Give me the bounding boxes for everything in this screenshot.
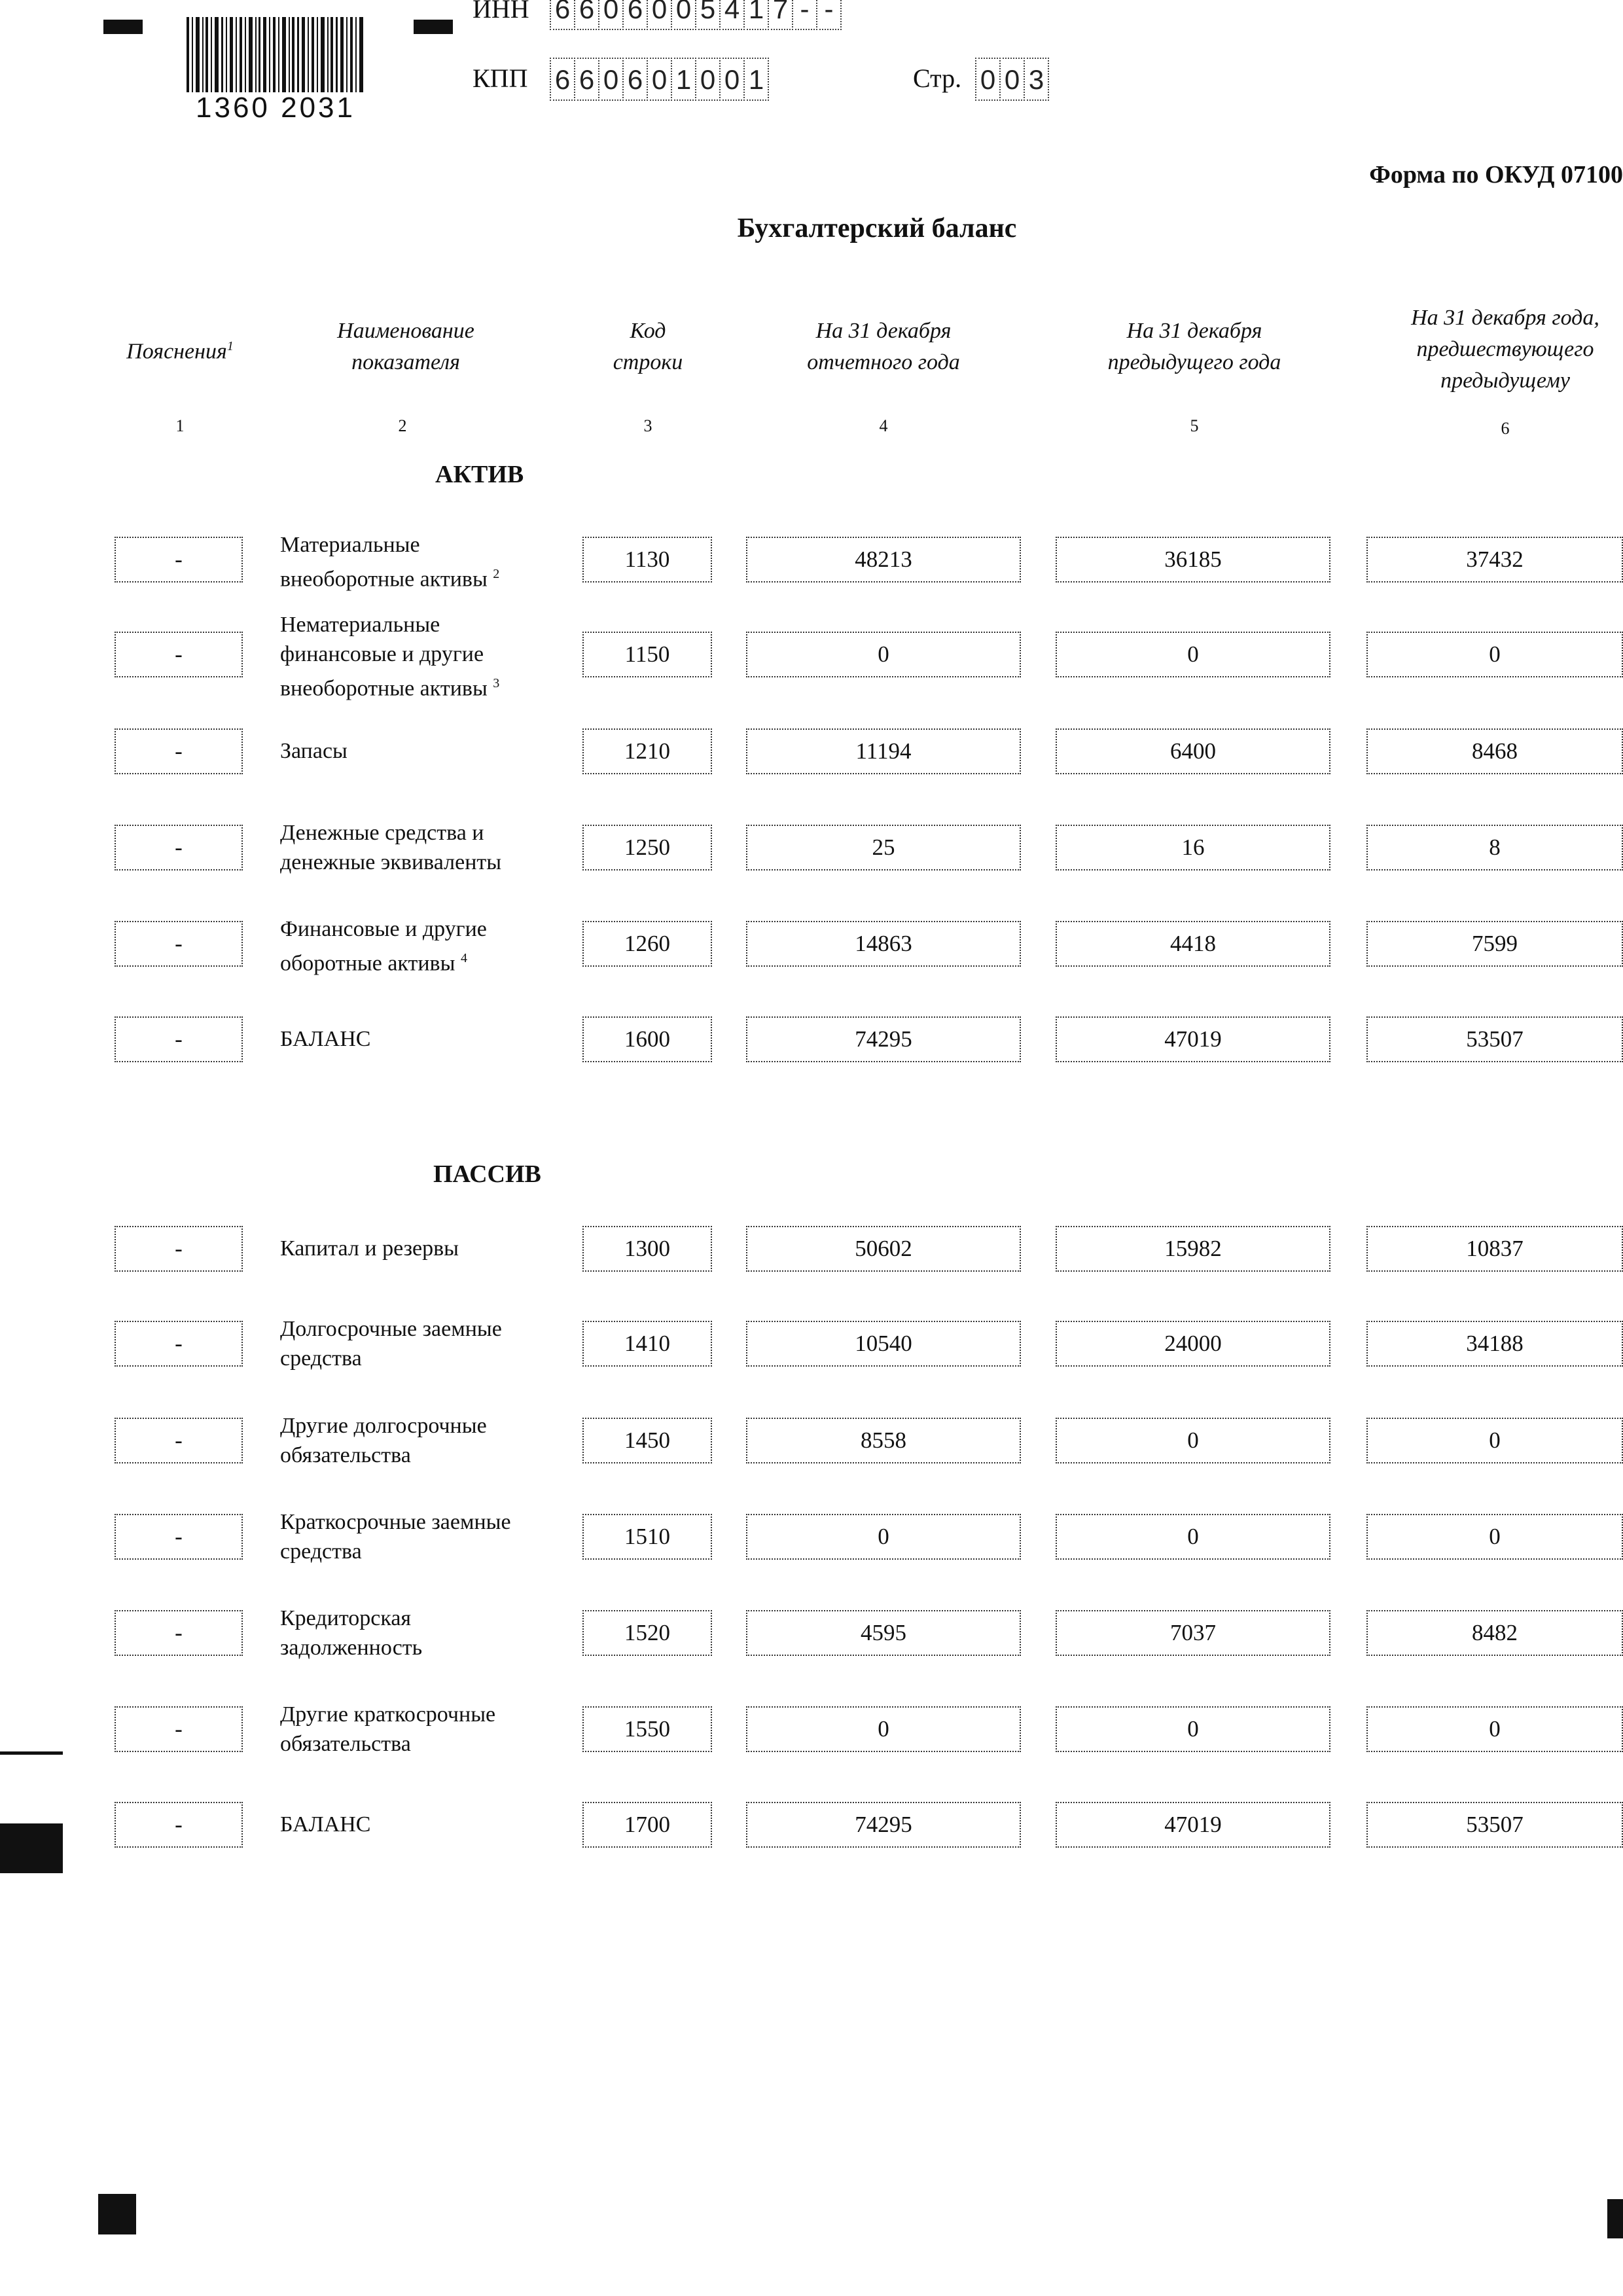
row-name-line — [280, 560, 542, 594]
row-name — [280, 736, 542, 766]
row-name-text: Запасы — [280, 739, 348, 763]
note-cell: - — [115, 1610, 243, 1656]
page-title: Бухгалтерский баланс — [737, 213, 1017, 243]
digit-cell: 0 — [647, 58, 672, 101]
barcode-digits: 1360 2031 — [196, 92, 355, 124]
value-previous-year: 0 — [1056, 632, 1330, 677]
row-name-text: обязательства — [280, 1731, 411, 1756]
row-code: 1150 — [582, 632, 712, 677]
row-name — [280, 914, 542, 978]
page-label: Стр. — [913, 63, 962, 93]
digit-cell: 0 — [719, 58, 745, 101]
row-code: 1260 — [582, 921, 712, 967]
row-name-line — [280, 818, 542, 848]
value-previous-year: 0 — [1056, 1706, 1330, 1752]
row-name-text: обязательства — [280, 1443, 411, 1467]
row-code: 1520 — [582, 1610, 712, 1656]
digit-cell: 0 — [975, 58, 1001, 101]
row-code: 1550 — [582, 1706, 712, 1752]
value-year-before-previous: 0 — [1366, 1706, 1623, 1752]
note-cell: - — [115, 921, 243, 967]
column-number-4: 4 — [879, 416, 888, 435]
digit-cell: 4 — [719, 0, 745, 30]
column-header-4-line2: отчетного года — [807, 350, 960, 374]
value-previous-year: 15982 — [1056, 1226, 1330, 1272]
note-cell: - — [115, 1706, 243, 1752]
row-name — [280, 530, 542, 594]
row-name-line — [280, 610, 542, 639]
digit-cell: 0 — [671, 0, 696, 30]
note-cell: - — [115, 1321, 243, 1367]
inn-cells — [550, 0, 840, 30]
row-name-line — [280, 944, 542, 978]
row-name-line — [280, 1507, 542, 1537]
row-name-line — [280, 1604, 542, 1633]
section-heading-active: АКТИВ — [435, 461, 524, 488]
value-year-before-previous: 8 — [1366, 825, 1623, 870]
footnote-mark: 4 — [460, 950, 467, 965]
row-name-line — [280, 1234, 542, 1263]
value-current-year: 4595 — [746, 1610, 1021, 1656]
row-name-line — [280, 1537, 542, 1566]
section-heading-passive: ПАССИВ — [433, 1160, 541, 1188]
row-name-text: Другие долгосрочные — [280, 1413, 487, 1438]
corner-marker-bottom-left — [98, 2194, 136, 2234]
value-year-before-previous: 53507 — [1366, 1802, 1623, 1848]
column-header-4-line1: На 31 декабря — [815, 319, 952, 343]
row-name-line — [280, 736, 542, 766]
value-current-year: 0 — [746, 632, 1021, 677]
digit-cell: 6 — [574, 58, 599, 101]
value-previous-year: 47019 — [1056, 1802, 1330, 1848]
inn-label: ИНН — [473, 0, 529, 24]
column-number-6: 6 — [1501, 419, 1510, 438]
value-current-year: 25 — [746, 825, 1021, 870]
row-code: 1600 — [582, 1016, 712, 1062]
value-year-before-previous: 10837 — [1366, 1226, 1623, 1272]
corner-marker-top-mid — [414, 20, 453, 34]
digit-cell: 0 — [647, 0, 672, 30]
row-name-line — [280, 1344, 542, 1373]
barcode-image — [185, 17, 366, 99]
kpp-label: КПП — [473, 63, 528, 93]
row-name — [280, 818, 542, 877]
page-cells — [975, 58, 1048, 101]
digit-cell: 7 — [768, 0, 793, 30]
column-header-3 — [576, 315, 720, 378]
note-cell: - — [115, 1802, 243, 1848]
row-name-text: Кредиторская — [280, 1605, 412, 1630]
row-name-text: задолженность — [280, 1635, 423, 1660]
note-cell: - — [115, 728, 243, 774]
digit-cell: 0 — [695, 58, 721, 101]
row-name-line — [280, 1633, 542, 1662]
row-name — [280, 1314, 542, 1373]
row-code: 1210 — [582, 728, 712, 774]
row-name-text: Капитал и резервы — [280, 1236, 459, 1261]
row-name-line — [280, 530, 542, 560]
row-name — [280, 1810, 542, 1839]
row-code: 1510 — [582, 1514, 712, 1560]
value-previous-year: 36185 — [1056, 537, 1330, 583]
column-header-5 — [1063, 315, 1325, 378]
value-current-year: 8558 — [746, 1418, 1021, 1463]
row-name-text: денежные эквиваленты — [280, 850, 502, 874]
row-name-line — [280, 1441, 542, 1470]
row-name-text: Денежные средства и — [280, 820, 484, 845]
row-name-line — [280, 914, 542, 944]
column-header-5-line1: На 31 декабря — [1126, 319, 1262, 343]
digit-cell: 5 — [695, 0, 721, 30]
value-previous-year: 6400 — [1056, 728, 1330, 774]
note-cell: - — [115, 632, 243, 677]
corner-marker-bottom-right — [1607, 2199, 1623, 2238]
value-previous-year: 0 — [1056, 1514, 1330, 1560]
row-name — [280, 1604, 542, 1662]
column-header-6-line1: На 31 декабря года, — [1411, 306, 1599, 330]
note-cell: - — [115, 1226, 243, 1272]
digit-cell: 0 — [598, 58, 624, 101]
row-name — [280, 1700, 542, 1759]
row-name-line — [280, 1411, 542, 1441]
row-name-line — [280, 848, 542, 877]
row-code: 1130 — [582, 537, 712, 583]
row-name — [280, 1234, 542, 1263]
row-name — [280, 1411, 542, 1470]
column-number-2: 2 — [398, 416, 407, 435]
column-header-4 — [753, 315, 1014, 378]
column-header-3-line1: Код — [630, 319, 666, 343]
value-previous-year: 0 — [1056, 1418, 1330, 1463]
row-name-line — [280, 639, 542, 669]
value-current-year: 10540 — [746, 1321, 1021, 1367]
value-current-year: 0 — [746, 1514, 1021, 1560]
column-header-6-line2: предшествующего — [1416, 337, 1594, 361]
value-current-year: 14863 — [746, 921, 1021, 967]
value-year-before-previous: 7599 — [1366, 921, 1623, 967]
row-name-text: Финансовые и другие — [280, 916, 487, 941]
column-header-1-text: Пояснения — [126, 339, 227, 364]
column-header-1 — [92, 331, 268, 367]
column-header-2 — [275, 315, 537, 378]
value-year-before-previous: 0 — [1366, 632, 1623, 677]
row-name-line — [280, 1700, 542, 1729]
row-code: 1300 — [582, 1226, 712, 1272]
row-code: 1700 — [582, 1802, 712, 1848]
value-previous-year: 16 — [1056, 825, 1330, 870]
row-name-text: БАЛАНС — [280, 1027, 371, 1051]
row-code: 1250 — [582, 825, 712, 870]
row-name-line — [280, 1024, 542, 1054]
row-name — [280, 1507, 542, 1566]
column-header-2-line2: показателя — [351, 350, 460, 374]
kpp-cells — [550, 58, 768, 101]
digit-cell: 1 — [671, 58, 696, 101]
row-name-text: оборотные активы — [280, 950, 455, 975]
footnote-mark: 1 — [226, 339, 234, 353]
digit-cell: 6 — [574, 0, 599, 30]
digit-cell: 6 — [622, 58, 648, 101]
row-code: 1410 — [582, 1321, 712, 1367]
value-current-year: 11194 — [746, 728, 1021, 774]
corner-marker-top-left — [103, 20, 143, 34]
row-name-text: БАЛАНС — [280, 1812, 371, 1837]
value-previous-year: 24000 — [1056, 1321, 1330, 1367]
value-current-year: 74295 — [746, 1802, 1021, 1848]
digit-cell: 1 — [743, 0, 769, 30]
column-header-5-line2: предыдущего года — [1107, 350, 1281, 374]
value-year-before-previous: 8468 — [1366, 728, 1623, 774]
digit-cell: - — [792, 0, 817, 30]
column-header-3-line2: строки — [613, 350, 683, 374]
row-name-line — [280, 1810, 542, 1839]
note-cell: - — [115, 537, 243, 583]
digit-cell: 0 — [999, 58, 1025, 101]
row-name-text: Краткосрочные заемные — [280, 1509, 511, 1534]
column-number-5: 5 — [1190, 416, 1199, 435]
value-year-before-previous: 0 — [1366, 1418, 1623, 1463]
value-previous-year: 7037 — [1056, 1610, 1330, 1656]
value-year-before-previous: 8482 — [1366, 1610, 1623, 1656]
footnote-mark: 2 — [493, 566, 500, 581]
column-header-6 — [1361, 302, 1623, 397]
scan-line-left — [0, 1751, 63, 1755]
column-header-2-line1: Наименование — [337, 319, 474, 343]
row-name-text: средства — [280, 1346, 362, 1371]
digit-cell: 3 — [1024, 58, 1049, 101]
value-year-before-previous: 0 — [1366, 1514, 1623, 1560]
value-current-year: 50602 — [746, 1226, 1021, 1272]
column-number-1: 1 — [175, 416, 185, 435]
value-year-before-previous: 37432 — [1366, 537, 1623, 583]
value-current-year: 48213 — [746, 537, 1021, 583]
form-okud-code: Форма по ОКУД 07100 — [1369, 161, 1623, 188]
scan-smudge-left — [0, 1823, 63, 1873]
row-name-text: средства — [280, 1539, 362, 1564]
note-cell: - — [115, 1514, 243, 1560]
value-current-year: 74295 — [746, 1016, 1021, 1062]
digit-cell: 6 — [622, 0, 648, 30]
column-number-3: 3 — [643, 416, 652, 435]
row-name-text: внеоборотные активы — [280, 676, 488, 701]
row-name — [280, 1024, 542, 1054]
row-name-text: Долгосрочные заемные — [280, 1316, 502, 1341]
row-name-text: финансовые и другие — [280, 642, 484, 666]
note-cell: - — [115, 825, 243, 870]
value-previous-year: 47019 — [1056, 1016, 1330, 1062]
digit-cell: 0 — [598, 0, 624, 30]
row-name-text: Материальные — [280, 532, 420, 557]
digit-cell: 6 — [550, 0, 575, 30]
digit-cell: - — [816, 0, 842, 30]
row-name-line — [280, 1314, 542, 1344]
note-cell: - — [115, 1418, 243, 1463]
digit-cell: 1 — [743, 58, 769, 101]
value-year-before-previous: 53507 — [1366, 1016, 1623, 1062]
value-previous-year: 4418 — [1056, 921, 1330, 967]
row-name-line — [280, 1729, 542, 1759]
row-name — [280, 610, 542, 703]
row-name-text: Другие краткосрочные — [280, 1702, 496, 1727]
footnote-mark: 3 — [493, 676, 500, 691]
value-current-year: 0 — [746, 1706, 1021, 1752]
row-name-line — [280, 669, 542, 703]
value-year-before-previous: 34188 — [1366, 1321, 1623, 1367]
row-name-text: внеоборотные активы — [280, 566, 488, 591]
digit-cell: 6 — [550, 58, 575, 101]
row-code: 1450 — [582, 1418, 712, 1463]
note-cell: - — [115, 1016, 243, 1062]
row-name-text: Нематериальные — [280, 613, 440, 637]
column-header-6-line3: предыдущему — [1440, 368, 1570, 393]
